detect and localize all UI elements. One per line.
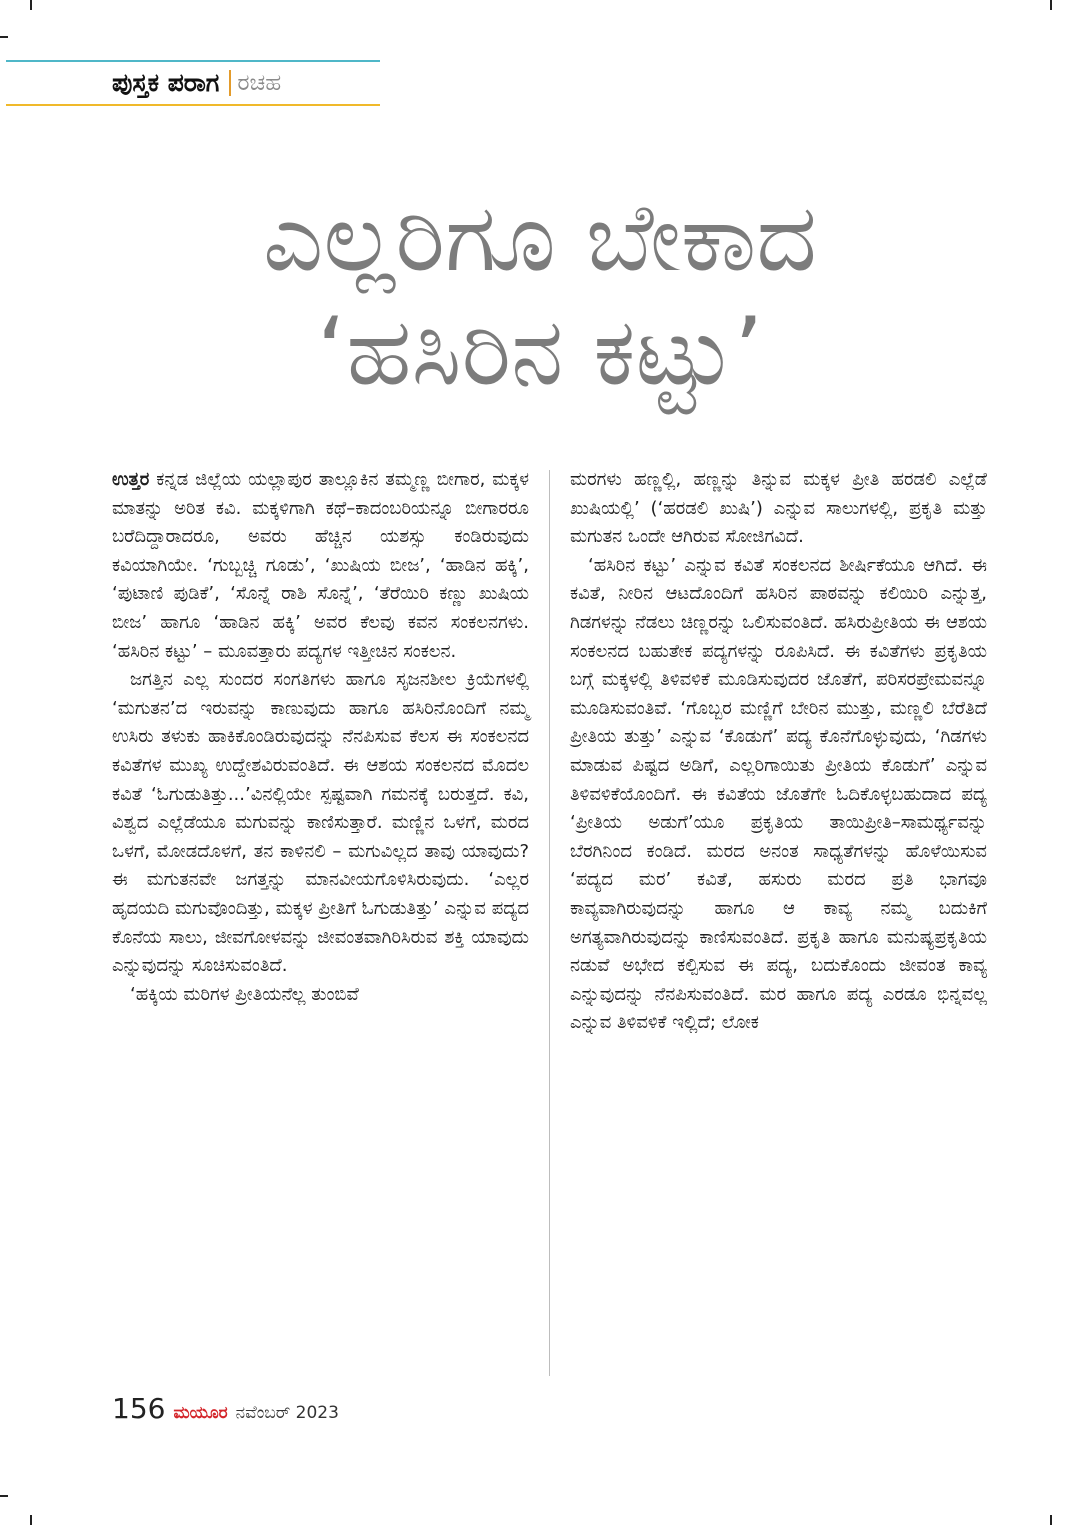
- crop-mark: [0, 1495, 8, 1497]
- section-separator: [229, 70, 231, 96]
- crop-mark: [30, 1515, 32, 1525]
- paragraph-3: ‘ಹಕ್ಕಿಯ ಮರಿಗಳ ಪ್ರೀತಿಯನೆಲ್ಲ ತುಂಬಿವೆ: [130, 983, 359, 1005]
- crop-mark: [30, 0, 32, 10]
- article-column-right: [570, 466, 987, 1038]
- crop-mark: [1050, 1515, 1052, 1525]
- crop-mark: [1050, 0, 1052, 10]
- section-top-rule: [6, 60, 380, 62]
- page-number: 156: [112, 1392, 166, 1425]
- crop-mark: [0, 36, 8, 38]
- headline-line-2: ‘ಹಸಿರಿನ ಕಟ್ಟು’: [316, 298, 764, 407]
- paragraph-1-text: ಕನ್ನಡ ಜಿಲ್ಲೆಯ ಯಲ್ಲಾಪುರ ತಾಲ್ಲೂಕಿನ ತಮ್ಮಣ್ಣ ಬೀಗಾರ, ಮಕ್ಕಳ ಮಾತನ್ನು ಅರಿತ ಕವಿ. ಮಕ್ಕಳಿಗಾಗಿ ಕಥೆ–ಕಾದಂಬರಿಯನ್ನೂ ಬೀಗಾರರೂ ಬರೆದಿದ್ದಾರಾದರೂ, ಅವರು ಹೆಚ್ಚಿನ ಯಶಸ್ಸು ಕಂಡಿರುವುದು ಕವಿಯಾಗಿಯೇ. ‘ಗುಬ್ಬಚ್ಚಿ ಗೂಡು’, ‘ಖುಷಿಯ ಬೀಜ’, ‘ಹಾಡಿನ ಹಕ್ಕಿ’, ‘ಪುಟಾಣಿ ಪುಡಿಕೆ’, ‘ಸೊನ್ನೆ ರಾಶಿ ಸೊನ್ನೆ’, ‘ತೆರೆಯಿರಿ ಕಣ್ಣು ಖುಷಿಯ ಬೀಜ’ ಹಾಗೂ ‘ಹಾಡಿನ ಹಕ್ಕಿ’ ಅವರ ಕೆಲವು ಕವನ ಸಂಕಲನಗಳು. ‘ಹಸಿರಿನ ಕಟ್ಟು’ – ಮೂವತ್ತಾರು ಪದ್ಯಗಳ ಇತ್ತೀಚಿನ ಸಂಕಲನ.: [112, 469, 529, 662]
- article-column-left: [112, 466, 529, 1009]
- paragraph-2: ಜಗತ್ತಿನ ಎಲ್ಲ ಸುಂದರ ಸಂಗತಿಗಳು ಹಾಗೂ ಸೃಜನಶೀಲ ಕ್ರಿಯೆಗಳಲ್ಲಿ ‘ಮಗುತನ’ದ ಇರುವನ್ನು ಕಾಣುವುದು ಹಾಗೂ ಹಸಿರಿನೊಂದಿಗೆ ನಮ್ಮ ಉಸಿರು ತಳುಕು ಹಾಕಿಕೊಂಡಿರುವುದನ್ನು ನೆನಪಿಸುವ ಕೆಲಸ ಈ ಸಂಕಲನದ ಕವಿತೆಗಳ ಮುಖ್ಯ ಉದ್ದೇಶವಿರುವಂತಿದೆ. ಈ ಆಶಯ ಸಂಕಲನದ ಮೊದಲ ಕವಿತೆ ‘ಓಗುಡುತಿತ್ತು...’ವಿನಲ್ಲಿಯೇ ಸ್ಪಷ್ಟವಾಗಿ ಗಮನಕ್ಕೆ ಬರುತ್ತದೆ. ಕವಿ, ವಿಶ್ವದ ಎಲ್ಲೆಡೆಯೂ ಮಗುವನ್ನು ಕಾಣಿಸುತ್ತಾರೆ. ಮಣ್ಣಿನ ಒಳಗೆ, ಮರದ ಒಳಗೆ, ಮೋಡದೊಳಗೆ, ತನ ಕಾಳಿನಲಿ – ಮಗುವಿಲ್ಲದ ತಾವು ಯಾವುದು? ಈ ಮಗುತನವೇ ಜಗತ್ತನ್ನು ಮಾನವೀಯಗೊಳಿಸಿರುವುದು. ‘ಎಲ್ಲರ ಹೃದಯದಿ ಮಗುವೊಂದಿತ್ತು, ಮಕ್ಕಳ ಪ್ರೀತಿಗೆ ಓಗುಡುತಿತ್ತು’ ಎನ್ನುವ ಪದ್ಯದ ಕೊನೆಯ ಸಾಲು, ಜೀವಗೋಳವನ್ನು ಜೀವಂತವಾಗಿರಿಸಿರುವ ಶಕ್ತಿ ಯಾವುದು ಎನ್ನುವುದನ್ನು ಸೂಚಿಸುವಂತಿದೆ.: [112, 669, 529, 977]
- issue-date: ನವೆಂಬರ್ 2023: [235, 1403, 339, 1423]
- paragraph-5: ‘ಹಸಿರಿನ ಕಟ್ಟು’ ಎನ್ನುವ ಕವಿತೆ ಸಂಕಲನದ ಶೀರ್ಷಿಕೆಯೂ ಆಗಿದೆ. ಈ ಕವಿತೆ, ನೀರಿನ ಆಟದೊಂದಿಗೆ ಹಸಿರಿನ ಪಾಠವನ್ನು ಕಲಿಯಿರಿ ಎನ್ನುತ್ತ, ಗಿಡಗಳನ್ನು ನೆಡಲು ಚಿಣ್ಣರನ್ನು ಒಲಿಸುವಂತಿದೆ. ಹಸಿರುಪ್ರೀತಿಯ ಈ ಆಶಯ ಸಂಕಲನದ ಬಹುತೇಕ ಪದ್ಯಗಳನ್ನು ರೂಪಿಸಿದೆ. ಈ ಕವಿತೆಗಳು ಪ್ರಕೃತಿಯ ಬಗ್ಗೆ ಮಕ್ಕಳಲ್ಲಿ ತಿಳಿವಳಿಕೆ ಮೂಡಿಸುವುದರ ಜೊತೆಗೆ, ಪರಿಸರಪ್ರೇಮವನ್ನೂ ಮೂಡಿಸುವಂತಿವೆ. ‘ಗೊಬ್ಬರ ಮಣ್ಣಿಗೆ ಬೇರಿನ ಮುತ್ತು, ಮಣ್ಣಲಿ ಬೆರೆತಿದೆ ಪ್ರೀತಿಯ ತುತ್ತು’ ಎನ್ನುವ ‘ಕೊಡುಗೆ’ ಪದ್ಯ ಕೊನೆಗೊಳ್ಳುವುದು, ‘ಗಿಡಗಳು ಮಾಡುವ ಪಿಷ್ಟದ ಅಡಿಗೆ, ಎಲ್ಲರಿಗಾಯಿತು ಪ್ರೀತಿಯ ಕೊಡುಗೆ’ ಎನ್ನುವ ತಿಳಿವಳಿಕೆಯೊಂದಿಗೆ. ಈ ಕವಿತೆಯ ಜೊತೆಗೇ ಓದಿಕೊಳ್ಳಬಹುದಾದ ಪದ್ಯ ‘ಪ್ರೀತಿಯ ಅಡುಗೆ’ಯೂ ಪ್ರಕೃತಿಯ ತಾಯಿಪ್ರೀತಿ–ಸಾಮರ್ಥ್ಯವನ್ನು ಬೆರಗಿನಿಂದ ಕಂಡಿದೆ. ಮರದ ಅನಂತ ಸಾಧ್ಯತೆಗಳನ್ನು ಹೊಳೆಯಿಸುವ ‘ಪದ್ಯದ ಮರ’ ಕವಿತೆ, ಹಸುರು ಮರದ ಪ್ರತಿ ಭಾಗವೂ ಕಾವ್ಯವಾಗಿರುವುದನ್ನು ಹಾಗೂ ಆ ಕಾವ್ಯ ನಮ್ಮ ಬದುಕಿಗೆ ಅಗತ್ಯವಾಗಿರುವುದನ್ನು ಕಾಣಿಸುವಂತಿದೆ. ಪ್ರಕೃತಿ ಹಾಗೂ ಮನುಷ್ಯಪ್ರಕೃತಿಯ ನಡುವೆ ಅಭೇದ ಕಲ್ಪಿಸುವ ಈ ಪದ್ಯ, ಬದುಕೊಂದು ಜೀವಂತ ಕಾವ್ಯ ಎನ್ನುವುದನ್ನು ನೆನಪಿಸುವಂತಿದೆ. ಮರ ಹಾಗೂ ಪದ್ಯ ಎರಡೂ ಭಿನ್ನವಲ್ಲ ಎನ್ನುವ ತಿಳಿವಳಿಕೆ ಇಲ್ಲಿದೆ; ಲೋಕ: [570, 554, 987, 1034]
- paragraph-1: [112, 466, 529, 666]
- section-bottom-rule: [6, 104, 380, 106]
- column-divider: [549, 470, 550, 1376]
- paragraph-4: ಮರಗಳು ಹಣ್ಣಲ್ಲಿ, ಹಣ್ಣನ್ನು ತಿನ್ನುವ ಮಕ್ಕಳ ಪ್ರೀತಿ ಹರಡಲಿ ಎಲ್ಲೆಡೆ ಖುಷಿಯಲ್ಲಿ’ (‘ಹರಡಲಿ ಖುಷಿ’) ಎನ್ನುವ ಸಾಲುಗಳಲ್ಲಿ, ಪ್ರಕೃತಿ ಮತ್ತು ಮಗುತನ ಒಂದೇ ಆಗಿರುವ ಸೋಜಿಗವಿದೆ.: [570, 469, 987, 548]
- section-title: ಪುಸ್ತಕ ಪರಾಗ: [112, 68, 220, 97]
- page-footer: [112, 1392, 339, 1425]
- section-subtitle: ರಚಹ: [237, 70, 282, 96]
- headline-line-1: ಎಲ್ಲರಿಗೂ ಬೇಕಾದ: [262, 184, 818, 293]
- section-header: [112, 64, 281, 102]
- lead-word: ಉತ್ತರ: [112, 469, 150, 490]
- magazine-logo: ಮಯೂರ: [173, 1403, 228, 1423]
